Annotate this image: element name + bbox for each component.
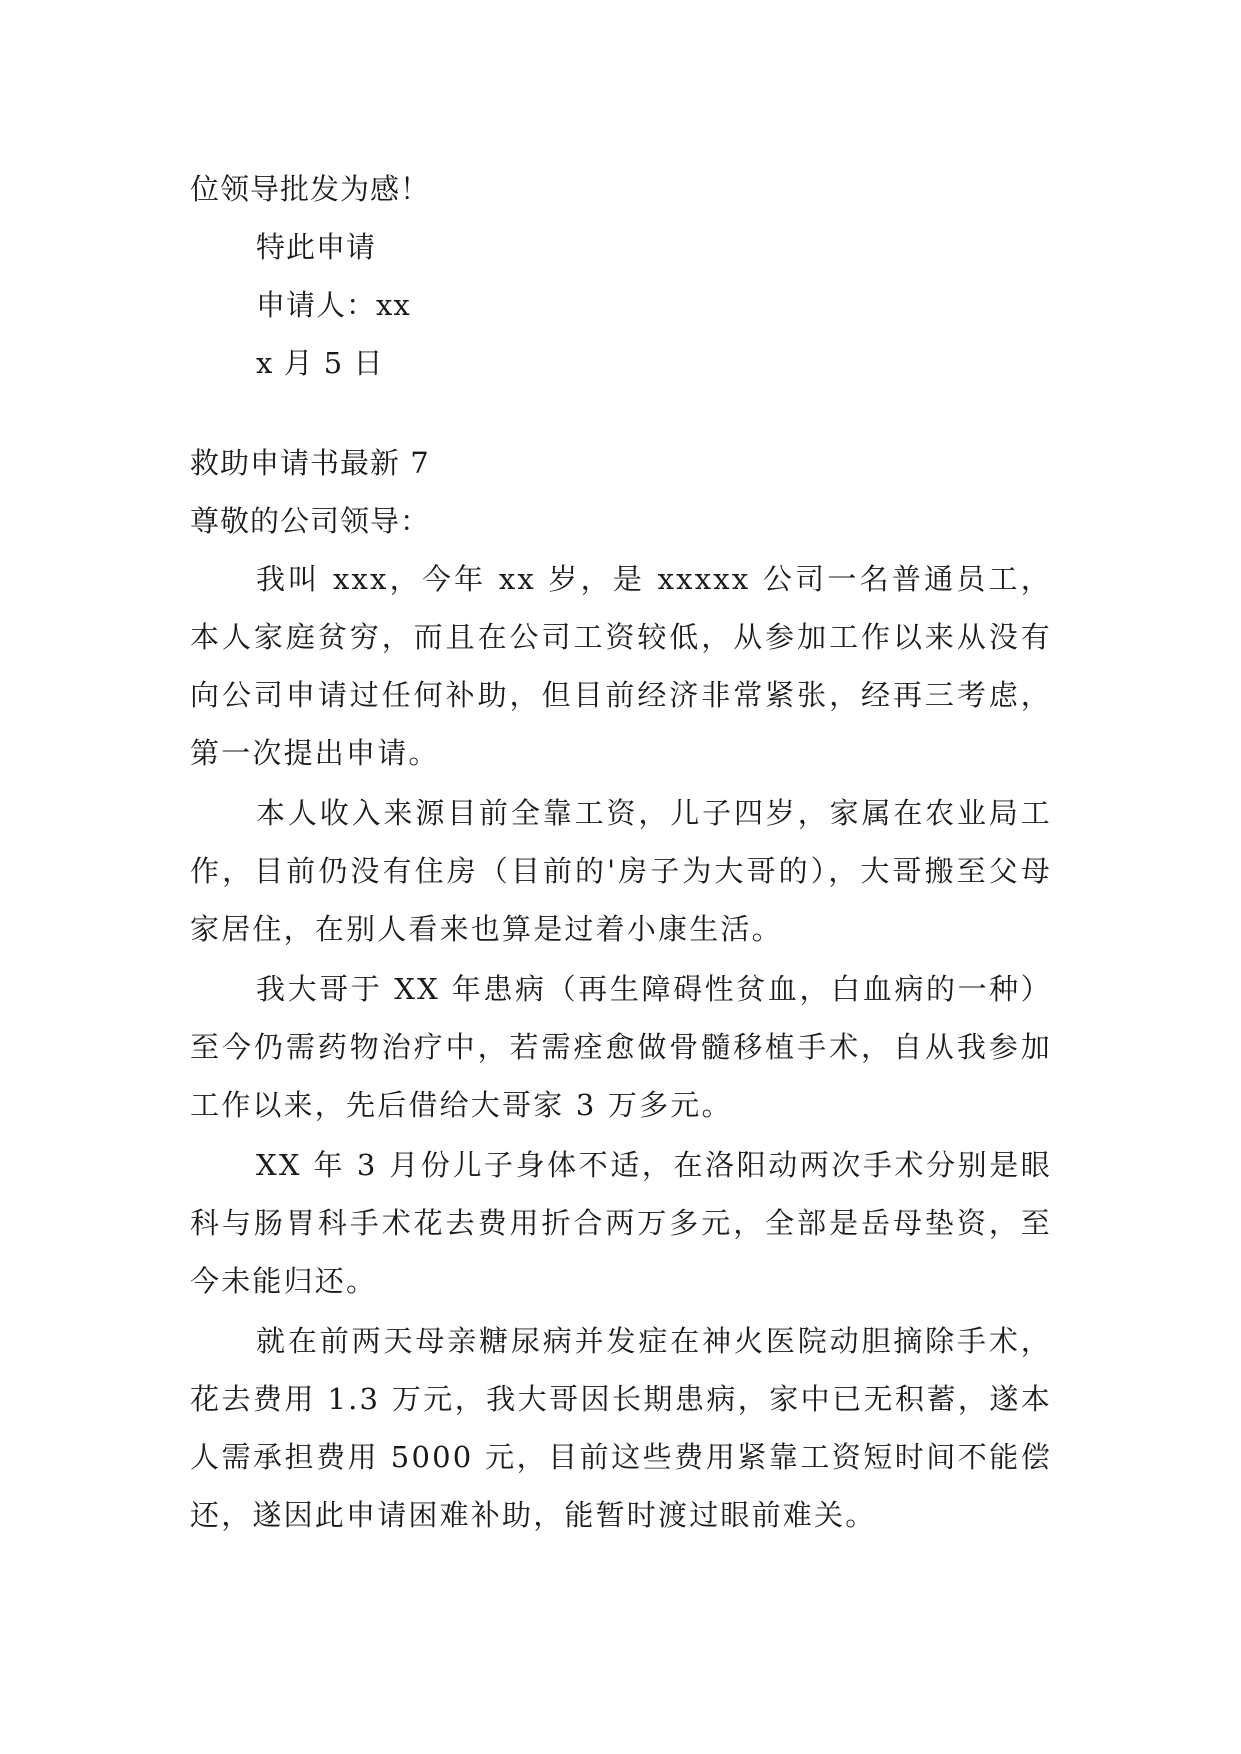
body-paragraph-4: XX 年 3 月份儿子身体不适，在洛阳动两次手术分别是眼科与肠胃科手术花去费用折合两万多元，全部是岳母垫资，至今未能归还。 (190, 1148, 1052, 1298)
applicant-line: 申请人：xx (256, 288, 411, 322)
body-paragraph-5: 就在前两天母亲糖尿病并发症在神火医院动胆摘除手术，花去费用 1.3 万元，我大哥因长期患病，家中已无积蓄，遂本人需承担费用 5000 元，目前这些费用紧靠工资短时间不能偿还，遂因此申请困难补助，能暂时渡过眼前难关。 (190, 1324, 1052, 1532)
section-gap (190, 392, 1052, 434)
body-paragraph-2: 本人收入来源目前全靠工资，儿子四岁，家属在农业局工作，目前仍没有住房（目前的'房子为大哥的），大哥搬至父母家居住，在别人看来也算是过着小康生活。 (190, 796, 1052, 946)
date-line: x 月 5 日 (256, 346, 384, 380)
body-paragraph-1: 我叫 xxx，今年 xx 岁，是 xxxxx 公司一名普通员工，本人家庭贫穷，而且在公司工资较低，从参加工作以来从没有向公司申请过任何补助，但目前经济非常紧张，经再三考虑，第一次提出申请。 (190, 562, 1052, 770)
sign-off: 特此申请 (256, 230, 377, 264)
salutation: 尊敬的公司领导： (190, 504, 431, 538)
body-paragraph-3: 我大哥于 XX 年患病（再生障碍性贫血，白血病的一种）至今仍需药物治疗中，若需痊愈做骨髓移植手术，自从我参加工作以来，先后借给大哥家 3 万多元。 (190, 972, 1052, 1122)
letter-title: 救助申请书最新 7 (190, 446, 430, 480)
closing-line: 位领导批发为感！ (190, 172, 431, 206)
document-page (190, 160, 1052, 1546)
